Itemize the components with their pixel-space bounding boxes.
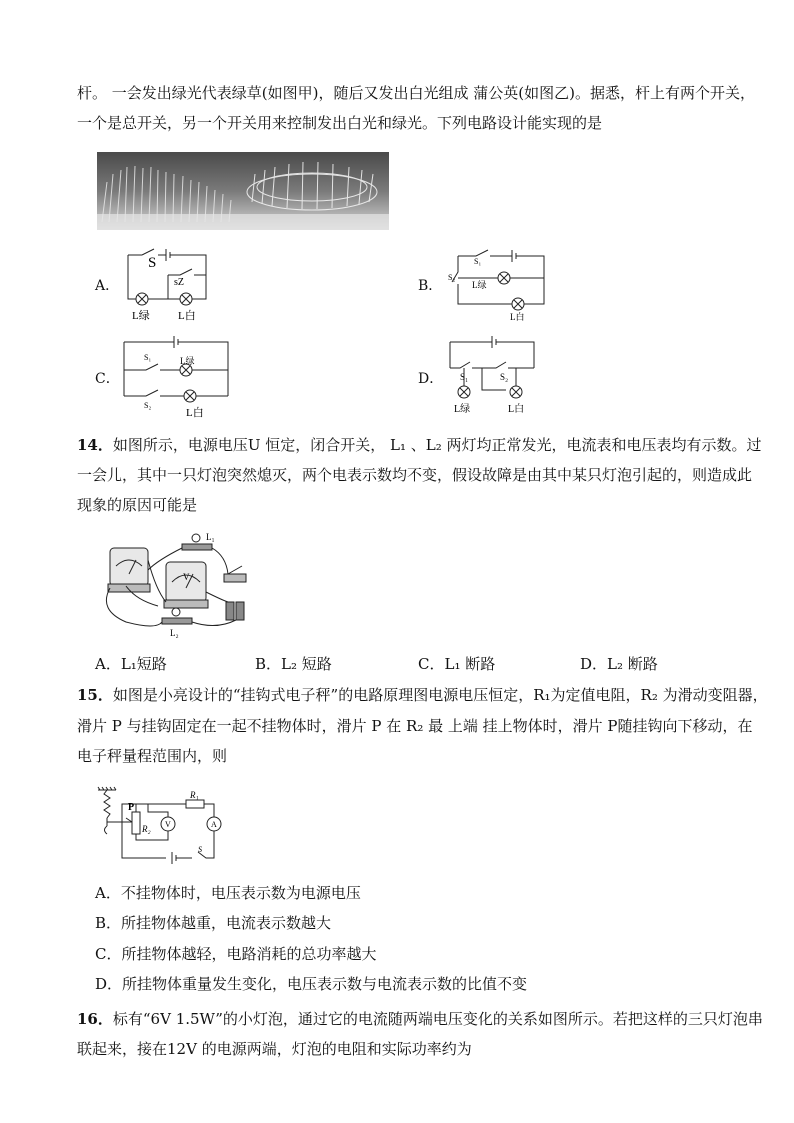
q13-b-s1-label: S₁	[474, 257, 482, 266]
q13-c-lg-label: L绿	[180, 356, 195, 366]
q15-circuit	[96, 786, 236, 864]
q13-photo	[97, 152, 389, 230]
q13-option-b-circuit	[448, 242, 558, 322]
q14-option-d: D．L₂ 断路	[580, 655, 658, 673]
q13-option-a-circuit	[120, 245, 220, 325]
q16-number: 16．	[77, 1010, 113, 1028]
q13-text-line1: 杆。 一会发出绿光代表绿草(如图甲)，随后又发出白光组成 蒲公英(如图乙)。据悉，杆上有两个开关，	[77, 84, 755, 102]
q13-d-s1-label: S₁	[460, 372, 469, 382]
q16-text-line2: 联起来，接在12V 的电源两端，灯泡的电阻和实际功率约为	[77, 1040, 472, 1058]
q13-b-s2-label: S₂	[448, 273, 456, 282]
q15-fig-r2: R₂	[142, 824, 151, 834]
q13-a-s-label: S	[148, 255, 157, 271]
q13-d-lg-label: L绿	[454, 404, 471, 415]
q14-circuit-photo	[96, 530, 256, 640]
q13-c-s1-label: S₁	[144, 353, 152, 362]
q15-fig-p: P	[128, 802, 135, 813]
q13-d-lw-label: L白	[508, 404, 525, 415]
q13-option-d-circuit	[446, 334, 542, 419]
q13-b-lw-label: L白	[510, 312, 525, 322]
q16-text-line1: 16．标有“6V 1.5W”的小灯泡，通过它的电流随两端电压变化的关系如图所示。若把这样的三只灯泡串	[77, 1010, 763, 1028]
q15-fig-r1: R₁	[190, 790, 199, 800]
q15-number: 15．	[77, 686, 113, 704]
q13-text-line2: 一个是总开关，另一个开关用来控制发出白光和绿光。下列电路设计能实现的是	[77, 114, 603, 132]
q14-option-b: B．L₂ 短路	[255, 655, 332, 673]
q13-option-b-label: B．	[418, 278, 443, 294]
q13-d-s2-label: S₂	[500, 372, 509, 382]
q13-a-lg-label: L绿	[132, 310, 150, 322]
q14-text-line2: 一会儿，其中一只灯泡突然熄灭，两个电表示数均不变，假设故障是由其中某只灯泡引起的，则造成此	[77, 466, 753, 484]
q14-option-a: A．L₁短路	[95, 655, 167, 673]
q13-option-c-label: C．	[95, 371, 120, 387]
q14-fig-l2: L₂	[170, 628, 179, 638]
q13-option-c-circuit	[118, 334, 236, 419]
q13-c-lw-label: L白	[186, 407, 204, 419]
q15-text-line2: 滑片 P 与挂钩固定在一起不挂物体时，滑片 P 在 R₂ 最 上端 挂上物体时，滑片 P随挂钩向下移动，在	[77, 717, 753, 735]
q15-fig-s: S	[198, 845, 202, 854]
q13-c-s2-label: S₂	[144, 401, 152, 410]
q15-option-a: A．不挂物体时，电压表示数为电源电压	[95, 884, 361, 902]
q13-a-lw-label: L白	[178, 310, 196, 322]
q14-fig-l1: L₁	[206, 532, 215, 542]
q15-option-c: C．所挂物体越轻，电路消耗的总功率越大	[95, 945, 377, 963]
q14-option-c: C．L₁ 断路	[418, 655, 496, 673]
q14-fig-v: V	[183, 572, 190, 582]
q13-option-d-label: D．	[418, 371, 444, 387]
q13-a-sz-label: sZ	[174, 277, 184, 288]
q15-fig-v: V	[165, 820, 171, 829]
q14-number: 14．	[77, 436, 113, 454]
q15-option-b: B．所挂物体越重，电流表示数越大	[95, 914, 332, 932]
q15-option-d: D．所挂物体重量发生变化，电压表示数与电流表示数的比值不变	[95, 975, 528, 993]
q13-b-lg-label: L绿	[472, 280, 487, 290]
q14-text-line1: 14．如图所示，电源电压U 恒定，闭合开关， L₁ 、L₂ 两灯均正常发光，电流表和电压表均有示数。过	[77, 436, 762, 454]
q15-text-line3: 电子秤量程范围内，则	[77, 747, 228, 765]
q15-text-line1: 15．如图是小亮设计的“挂钩式电子秤”的电路原理图电源电压恒定，R₁为定值电阻，R₂ 为滑动变阻器，	[77, 686, 768, 704]
q15-fig-a: A	[211, 820, 217, 829]
q14-text-line3: 现象的原因可能是	[77, 496, 198, 514]
q13-option-a-label: A．	[95, 278, 120, 294]
